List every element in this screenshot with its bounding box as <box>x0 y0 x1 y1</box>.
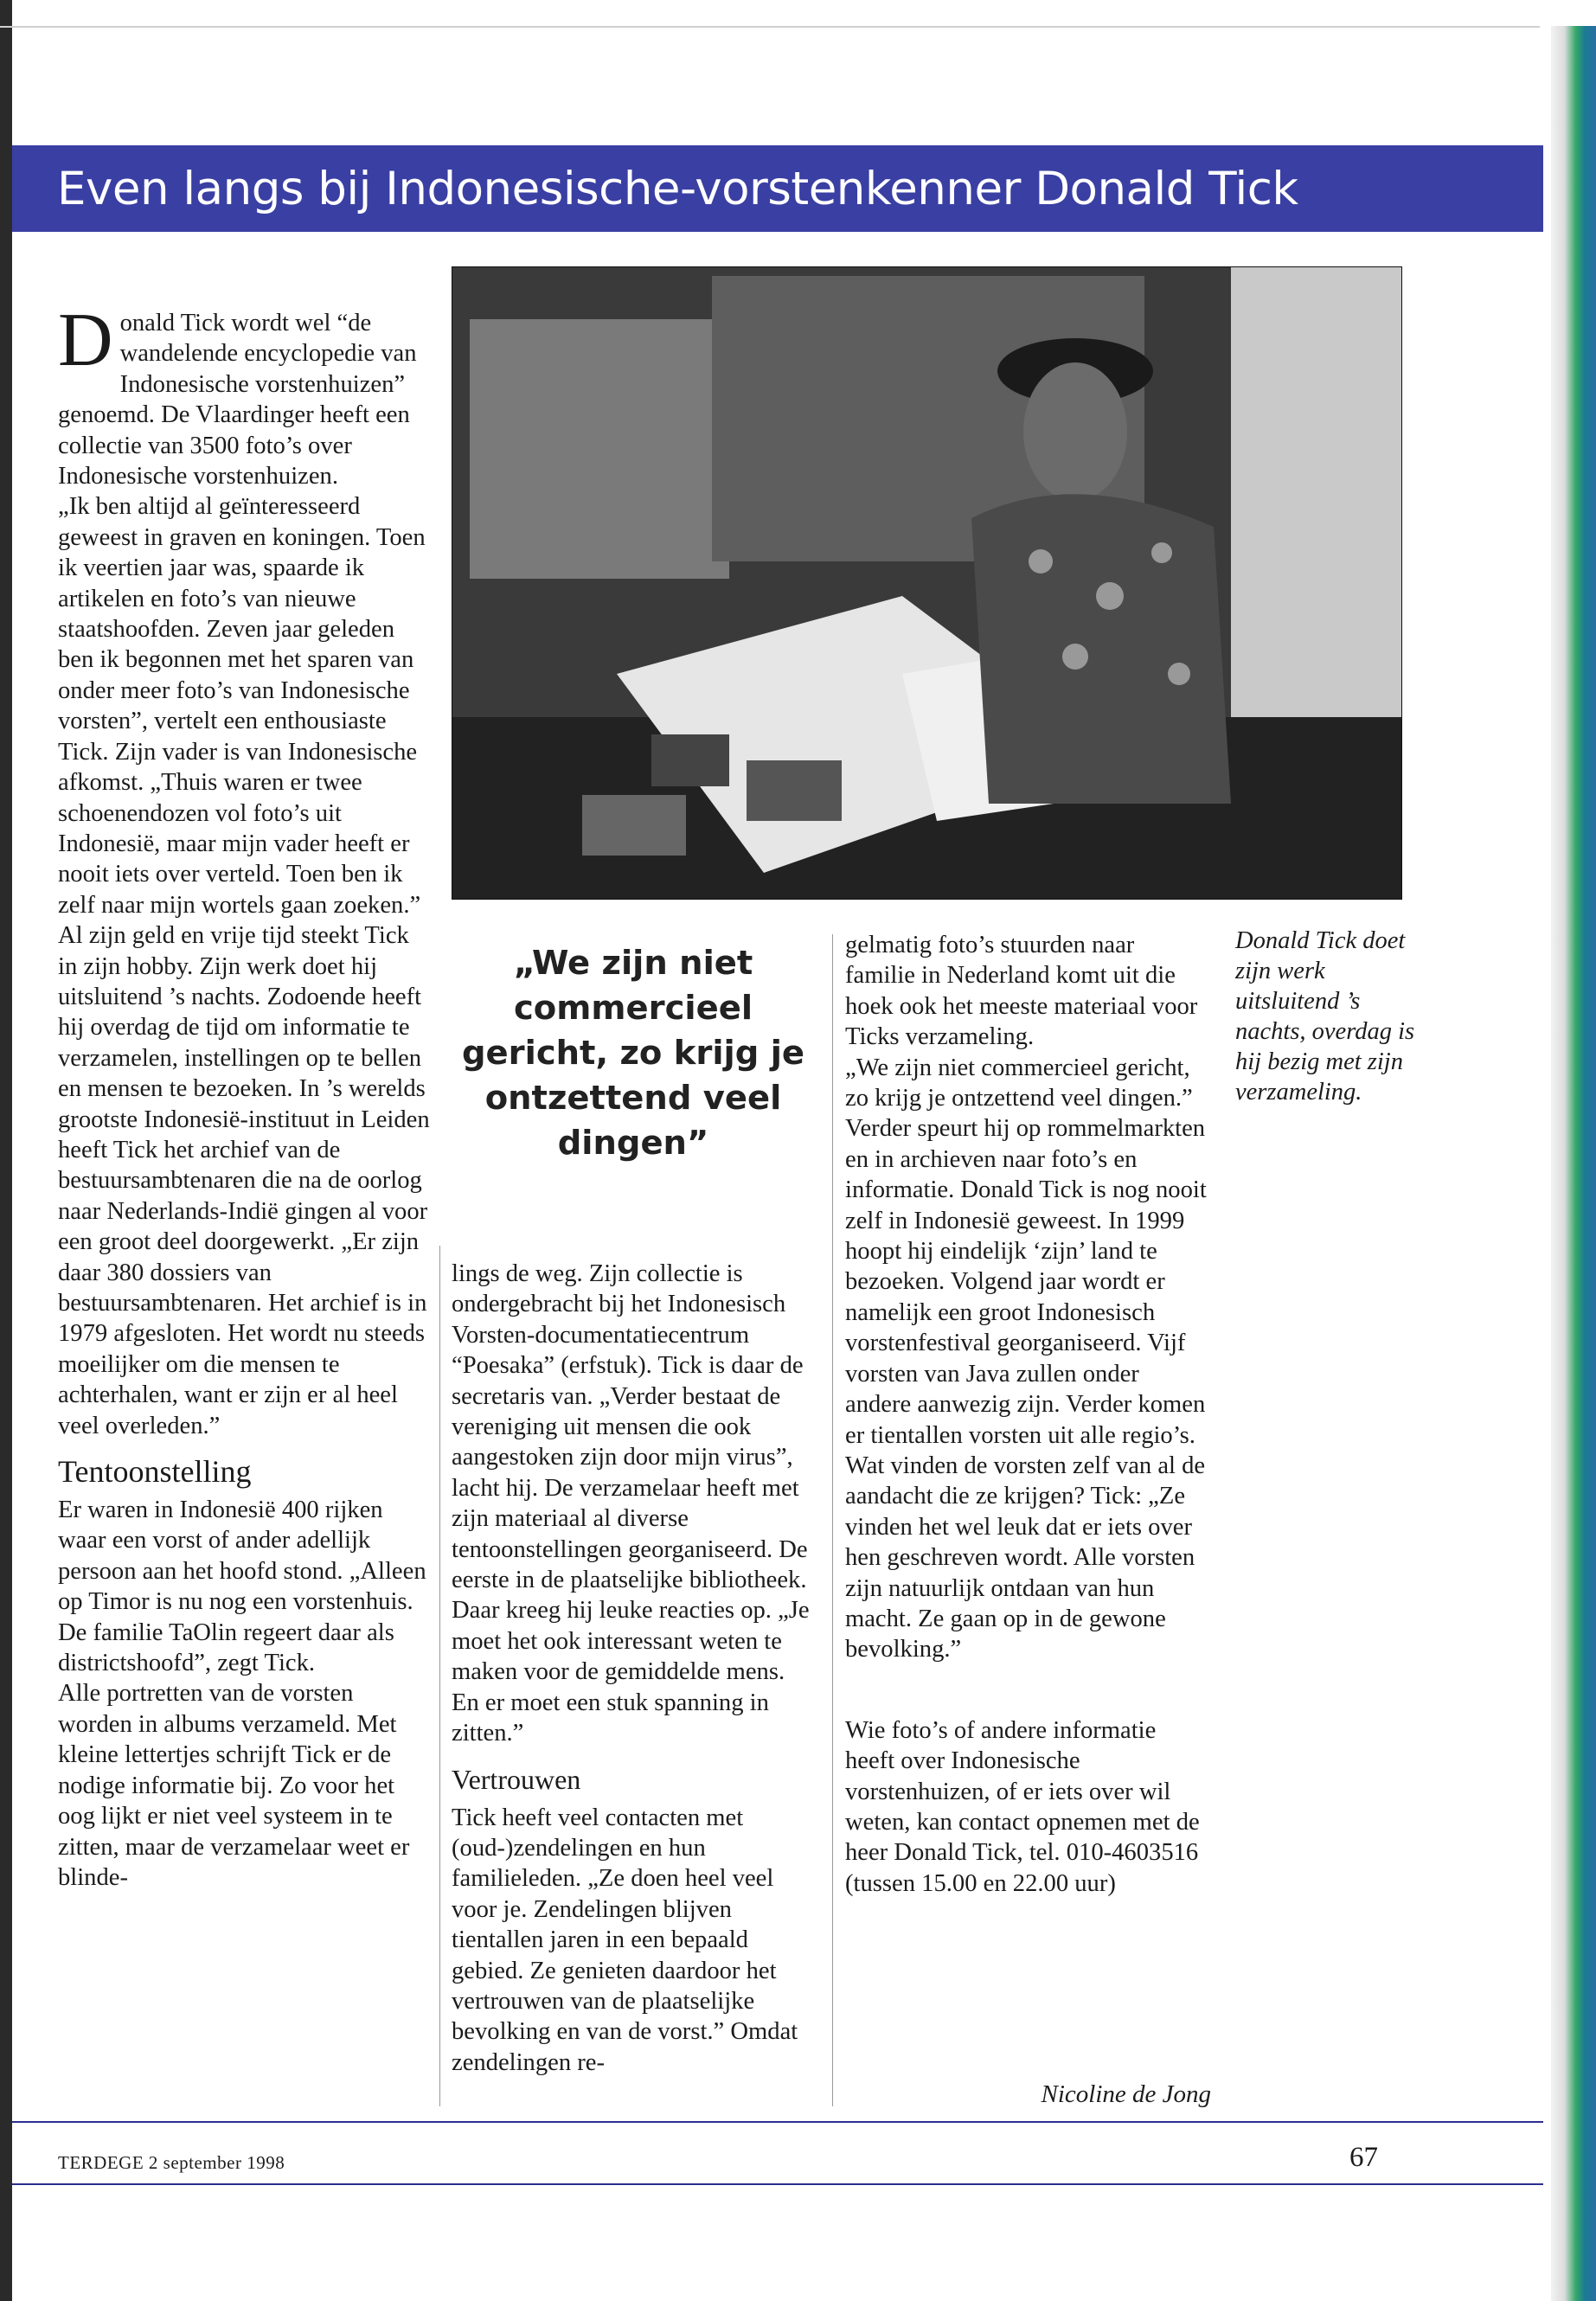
body-paragraph: Wat vinden de vorsten zelf van al de aandacht die ze krijgen? Tick: „Ze vinden het wel leuk dat er iets over hen geschreven wordt. Alle vorsten zijn natuurlijk ontdaan van hun macht. Ze gaan op in de gewone bevolking.” <box>845 1452 1206 1663</box>
page-number: 67 <box>1349 2142 1378 2173</box>
author-byline: Nicoline de Jong <box>1041 2080 1211 2108</box>
column-1 <box>58 298 430 1893</box>
subhead-vertrouwen: Vertrouwen <box>452 1763 581 1795</box>
column-3 <box>845 930 1208 1899</box>
top-rule <box>0 26 1540 28</box>
publication-footer: TERDEGE 2 september 1998 <box>58 2152 285 2173</box>
photo-illustration <box>452 267 1401 899</box>
column-divider <box>439 1246 440 2106</box>
body-paragraph: Alle portretten van de vorsten worden in albums verzameld. Met kleine lettertjes schrijft Tick er de nodige informatie bij. Zo voor het oog lijkt er niet veel systeem in te zitten, maar de verzamelaar weet er blinde- <box>58 1680 410 1891</box>
pull-quote: „We zijn niet commercieel gericht, zo krijg je ontzettend veel dingen” <box>461 944 805 1163</box>
subhead-tentoonstelling: Tentoonstelling <box>58 1454 252 1490</box>
intro-paragraph <box>58 298 430 491</box>
body-paragraph: Al zijn geld en vrije tijd steekt Tick in zijn hobby. Zijn werk doet hij uitsluitend ’s nachts. Zodoende heeft hij overdag de tijd om informatie te verzamelen, instellingen op te bellen en mensen te bezoeken. In ’s werelds grootste Indonesië-instituut in Leiden heeft Tick het archief van de bestuursambtenaren die na de oorlog naar Nederlands-Indië gingen al voor een groot deel doorgewerkt. „Er zijn daar 380 dossiers van bestuursambtenaren. Het archief is in 1979 afgesloten. Het wordt nu steeds moeilijker om die mensen te achterhalen, want er zijn er al heel veel overleden.” <box>58 922 430 1439</box>
scan-edge-left <box>0 0 12 2301</box>
photo-caption: Donald Tick doet zijn werk uitsluitend ’s nachts, overdag is hij bezig met zijn verzameling. <box>1235 927 1415 1106</box>
column-2 <box>452 1259 815 2078</box>
headline: Even langs bij Indonesische-vorstenkenner Donald Tick <box>57 162 1298 215</box>
body-paragraph: Tick heeft veel contacten met (oud-)zendelingen en hun familieleden. „Ze doen heel veel voor je. Zendelingen blijven tientallen jaren in een bepaald gebied. Ze genieten daardoor het vertrouwen van de plaatselijke bevolking en van de vorst.” Omdat zendelingen re- <box>452 1804 798 2076</box>
article-photo <box>452 266 1402 900</box>
body-paragraph: lings de weg. Zijn collectie is ondergebracht bij het Indonesisch Vorsten-documentatiecentrum “Poesaka” (erfstuk). Tick is daar de secretaris van. „Verder bestaat de vereniging uit mensen die ook aangestoken zijn door mijn virus”, lacht hij. De verzamelaar heeft met zijn materiaal al diverse tentoonstellingen georganiseerd. De eerste in de plaatselijke bibliotheek. Daar kreeg hij leuke reacties op. „Je moet het ook interessant weten te maken voor de gemiddelde mens. En er moet een stuk spanning in zitten.” <box>452 1260 810 1747</box>
footer-rule-top <box>12 2121 1543 2123</box>
headline-banner <box>12 145 1543 232</box>
body-paragraph: „We zijn niet commercieel gericht, zo krijg je ontzettend veel dingen.” Verder speurt hij op rommelmarkten en in archieven naar foto’s en informatie. Donald Tick is nog nooit zelf in Indonesië geweest. In 1999 hoopt hij eindelijk ‘zijn’ land te bezoeken. Volgend jaar wordt er namelijk een groot Indonesisch vorstenfestival georganiseerd. Vijf vorsten van Java zullen onder andere aanwezig zijn. Verder komen er tientallen vorsten uit alle regio’s. <box>845 1054 1207 1449</box>
body-paragraph: gelmatig foto’s stuurden naar familie in Nederland komt uit die hoek ook het meeste materiaal voor Ticks verzameling. <box>845 932 1198 1051</box>
body-paragraph: Er waren in Indonesië 400 rijken waar een vorst of ander adellijk persoon aan het hoofd stond. „Alleen op Timor is nu nog een vorstenhuis. De familie TaOlin regeert daar als districtshoofd”, zegt Tick. <box>58 1497 426 1677</box>
drop-cap: D <box>58 298 113 382</box>
intro-text: onald Tick wordt wel “de wandelende encyclopedie van Indonesische vorstenhuizen” genoemd. De Vlaardinger heeft een collectie van 3500 foto’s over Indonesische vorstenhuizen. <box>58 310 417 490</box>
body-paragraph: „Ik ben altijd al geïnteresseerd geweest in graven en koningen. Toen ik veertien jaar was, spaarde ik artikelen en foto’s van nieuwe staatshoofden. Zeven jaar geleden ben ik begonnen met het sparen van onder meer foto’s van Indonesische vorsten”, vertelt een enthousiaste Tick. Zijn vader is van Indonesische afkomst. „Thuis waren er twee schoenendozen vol foto’s uit Indonesië, maar mijn vader heeft er nooit iets over verteld. Toen ben ik zelf naar mijn wortels gaan zoeken.” <box>58 493 426 919</box>
face <box>1023 362 1127 501</box>
footer-rule-bottom <box>12 2183 1543 2185</box>
patterned-shirt <box>971 494 1231 804</box>
column-divider <box>832 934 833 2106</box>
contact-paragraph: Wie foto’s of andere informatie heeft over Indonesische vorstenhuizen, of er iets over wil weten, kan contact opnemen met de heer Donald Tick, tel. 010-4603516 (tussen 15.00 en 22.00 uur) <box>845 1716 1200 1897</box>
wall-poster <box>470 319 729 579</box>
scan-edge-right <box>1551 26 1596 2301</box>
